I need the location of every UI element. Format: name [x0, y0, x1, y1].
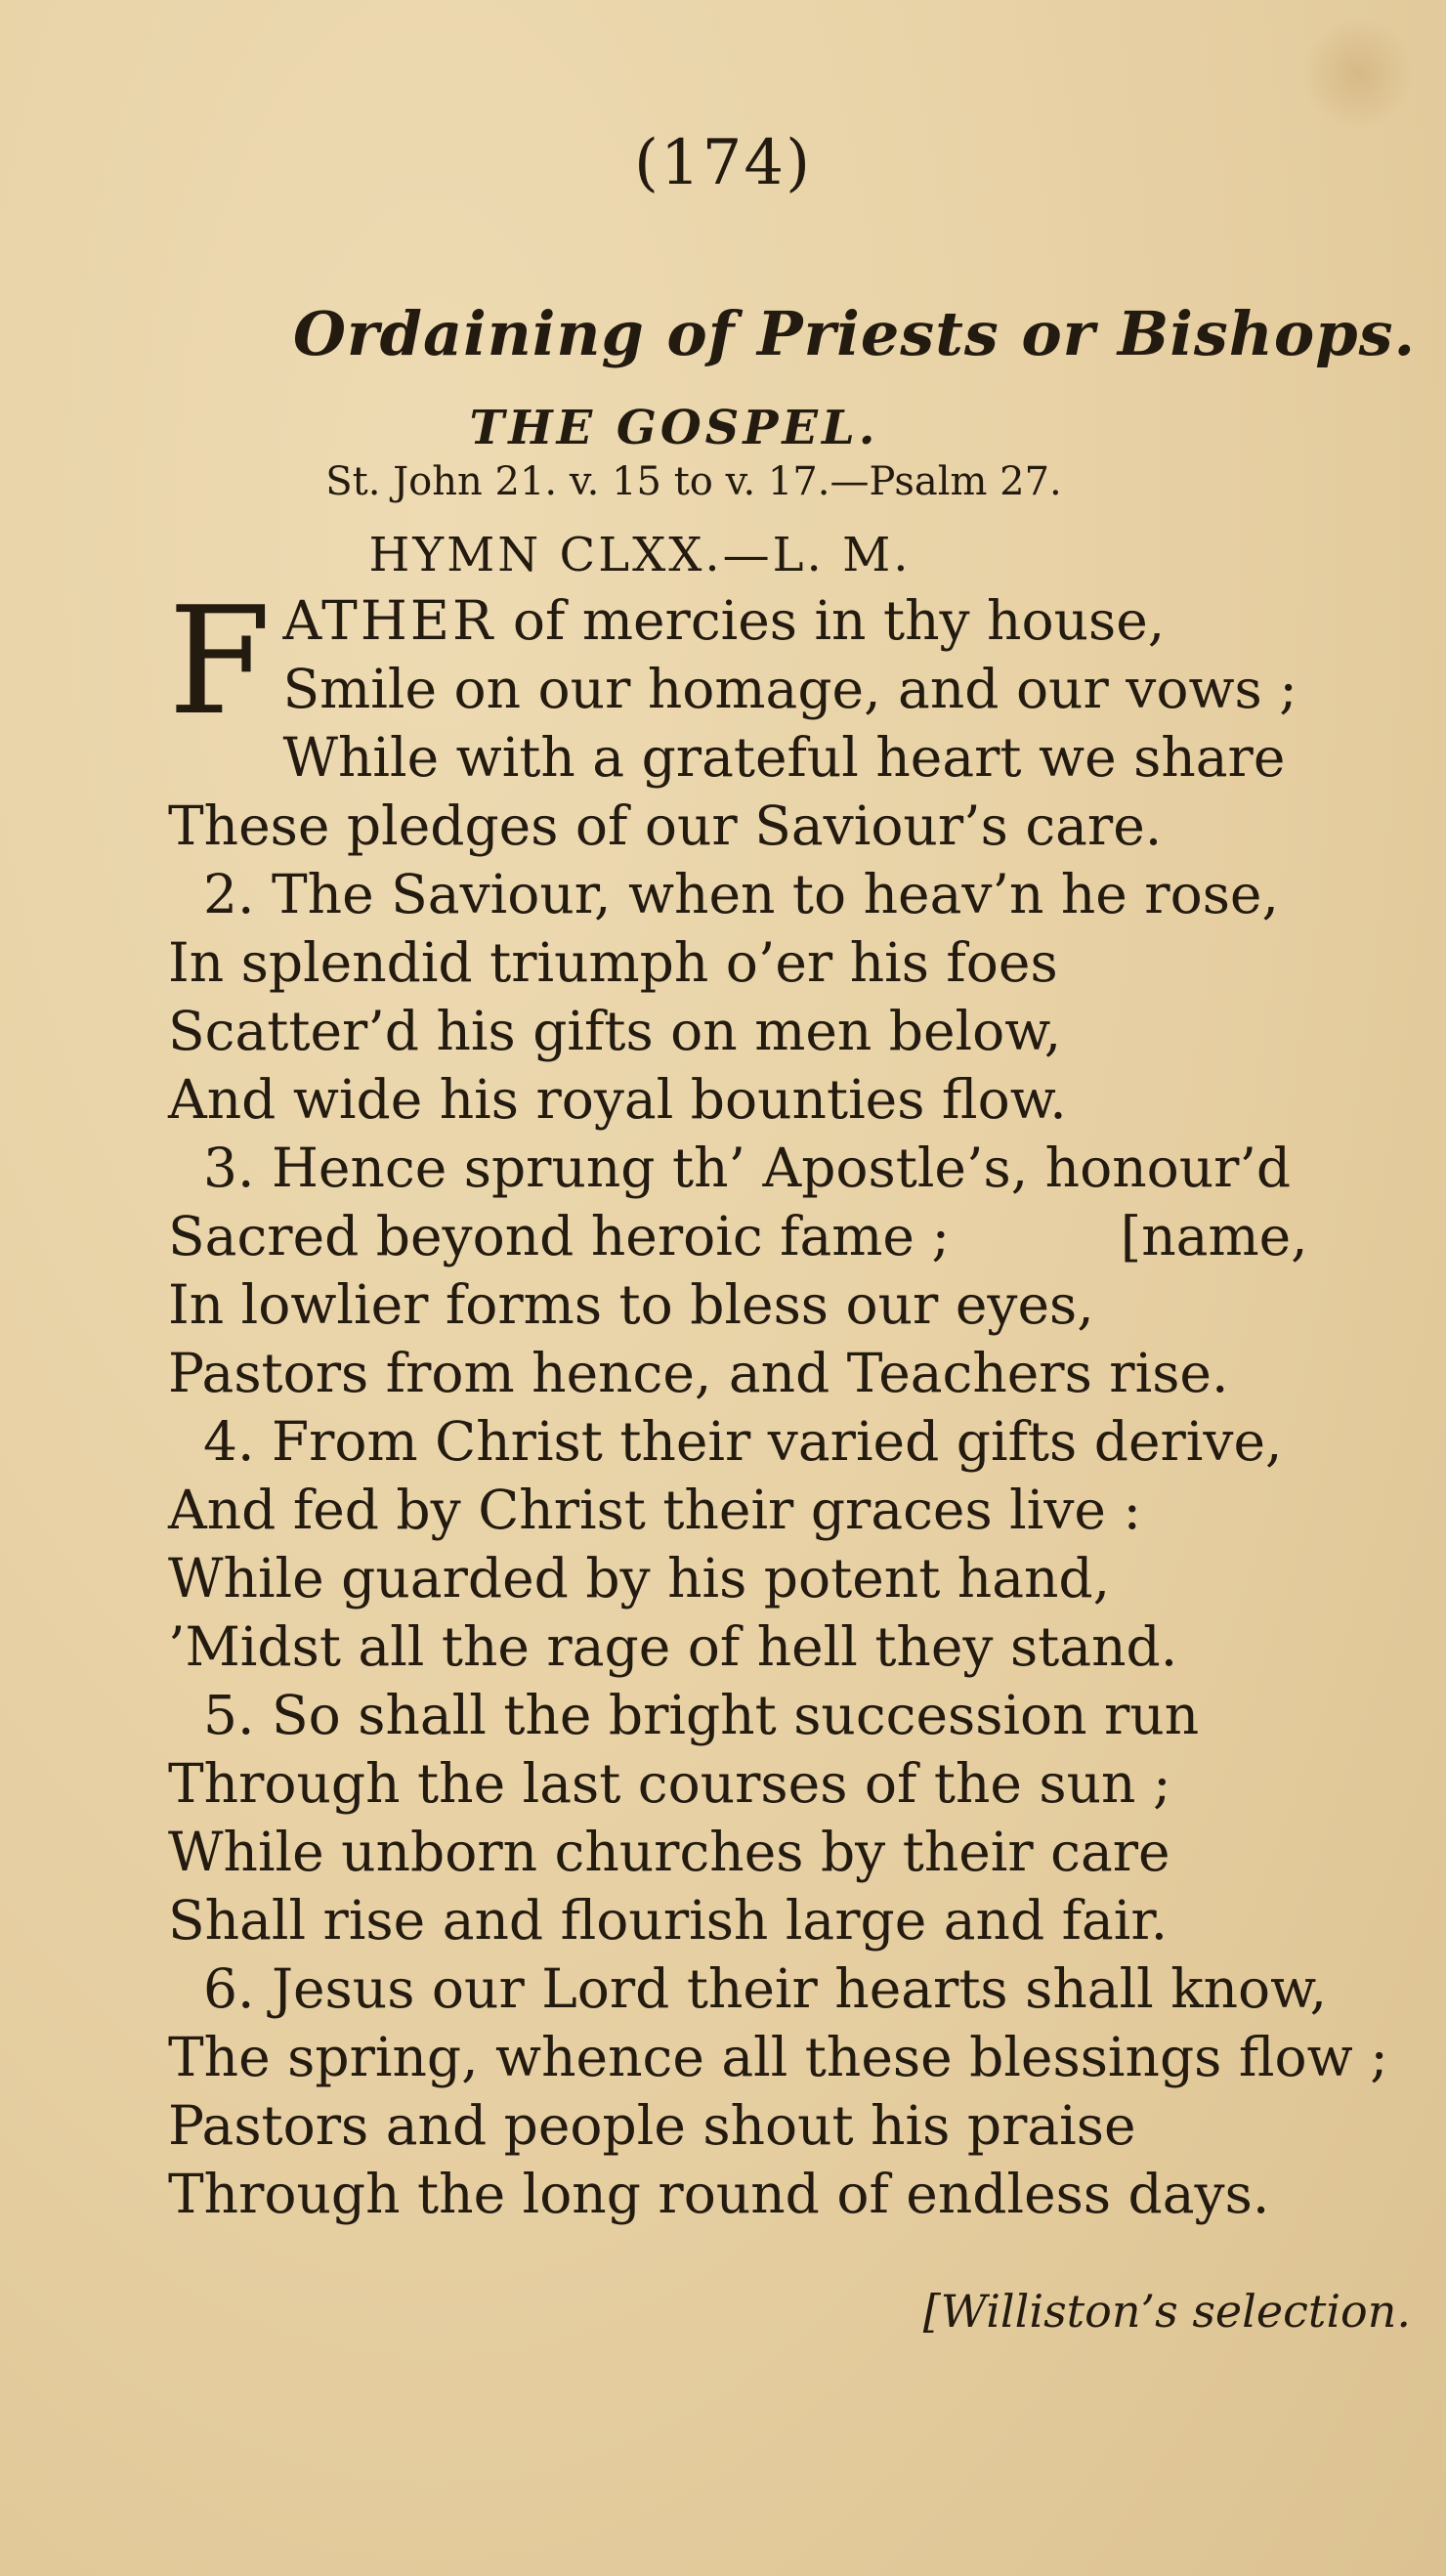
- first-word-caps: ATHER: [282, 589, 496, 652]
- verse-line: 4. From Christ their varied gifts derive,: [203, 1410, 1283, 1473]
- verse-line: ’Midst all the rage of hell they stand.: [168, 1615, 1178, 1678]
- verse-line: Scatter’d his gifts on men below,: [168, 1000, 1062, 1062]
- verse-line: In lowlier forms to bless our eyes,: [168, 1273, 1094, 1336]
- verse-line: Shall rise and flourish large and fair.: [168, 1889, 1169, 1952]
- verse-line: And wide his royal bounties flow.: [168, 1068, 1067, 1131]
- verse-line: Through the long round of endless days.: [168, 2163, 1270, 2225]
- scripture-reference: St. John 21. v. 15 to v. 17.—Psalm 27.: [325, 459, 1062, 504]
- paper-stain: [1299, 20, 1417, 127]
- verse-line: Sacred beyond heroic fame ; [name,: [168, 1205, 1308, 1267]
- verse-6: [168, 1954, 1428, 2228]
- verse-line: Pastors from hence, and Teachers rise.: [168, 1342, 1229, 1404]
- hymn-text: [168, 575, 1428, 2228]
- verse-line: These pledges of our Saviour’s care.: [168, 794, 1163, 857]
- verse-3: [168, 1134, 1428, 1407]
- attribution: [Williston’s selection.: [922, 2285, 1411, 2338]
- verse-4: [168, 1407, 1428, 1681]
- hymn-heading: HYMN CLXX.—L. M.: [368, 528, 912, 582]
- verse-line: In splendid triumph o’er his foes: [168, 931, 1058, 994]
- verse-line: Smile on our homage, and our vows ;: [282, 658, 1297, 720]
- section-title: Ordaining of Priests or Bishops.: [293, 298, 1417, 369]
- verse-line: 6. Jesus our Lord their hearts shall know,: [203, 1957, 1328, 2020]
- page-number: (174): [633, 127, 813, 199]
- verse-line: Pastors and people shout his praise: [168, 2094, 1136, 2157]
- verse-line: The spring, whence all these blessings flow ;: [168, 2026, 1388, 2088]
- verse-5: [168, 1681, 1428, 1954]
- verse-line: While unborn churches by their care: [168, 1821, 1170, 1883]
- verse-line: And fed by Christ their graces live :: [168, 1479, 1141, 1541]
- verse-line: While with a grateful heart we share: [282, 726, 1286, 789]
- drop-cap: F: [168, 575, 272, 748]
- gospel-heading: THE GOSPEL.: [469, 401, 879, 455]
- verse-line: 5. So shall the bright succession run: [203, 1684, 1200, 1746]
- verse-line: [168, 586, 1428, 655]
- verse-1: [168, 575, 1428, 860]
- verse-line: 3. Hence sprung th’ Apostle’s, honour’d: [203, 1137, 1292, 1199]
- verse-line: Through the last courses of the sun ;: [168, 1752, 1171, 1815]
- verse-2: [168, 860, 1428, 1134]
- verse-line: While guarded by his potent hand,: [168, 1547, 1111, 1610]
- verse-line: 2. The Saviour, when to heav’n he rose,: [203, 863, 1279, 925]
- first-line-rest: of mercies in thy house,: [495, 589, 1166, 652]
